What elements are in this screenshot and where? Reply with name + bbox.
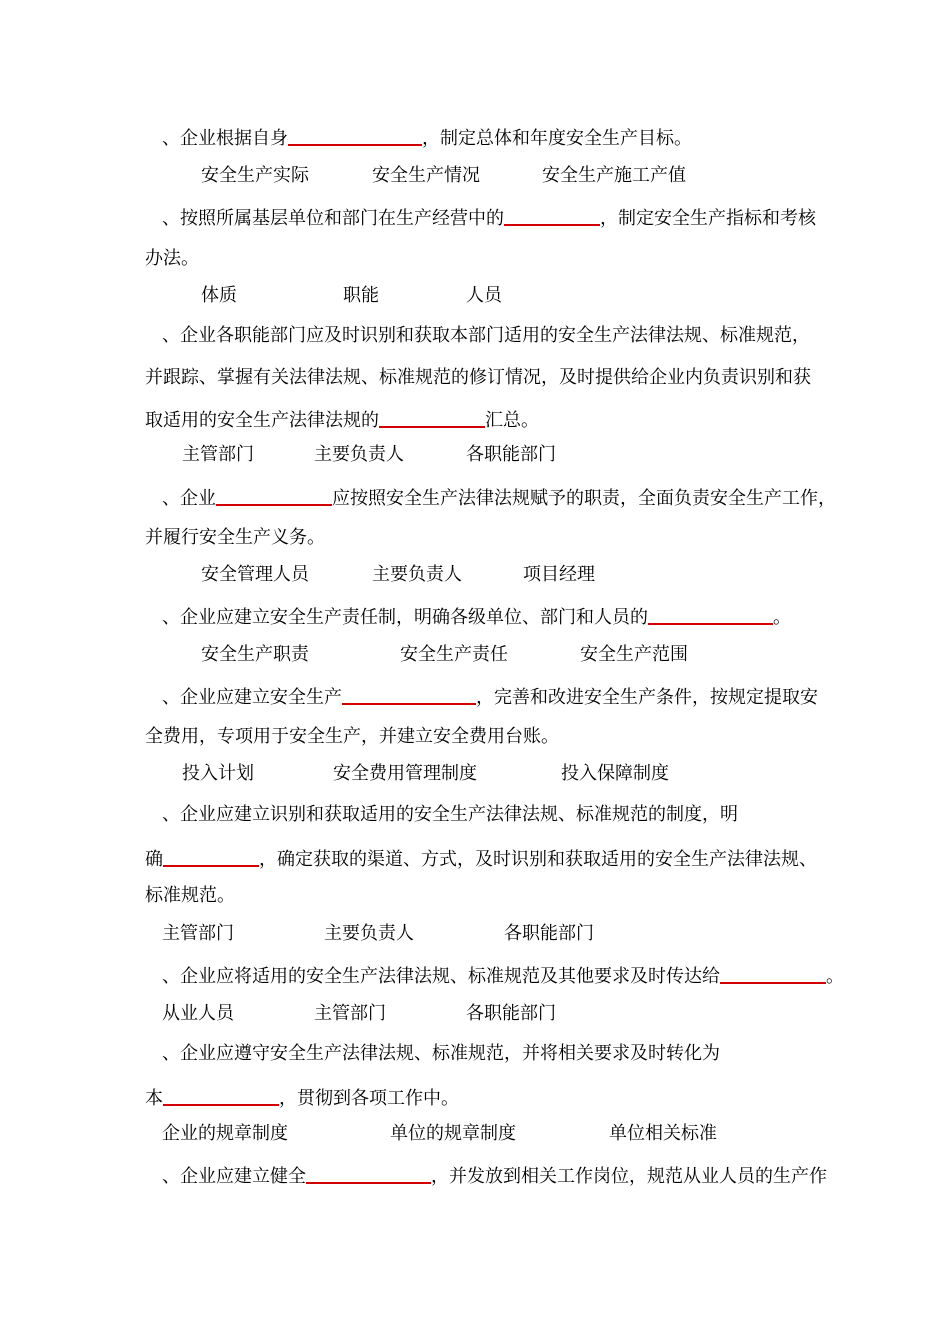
question-7-line-1: 、企业应建立识别和获取适用的安全生产法律法规、标准规范的制度，明 <box>162 804 738 825</box>
option: 投入计划 <box>182 763 254 784</box>
question-3-line-3: 取适用的安全生产法律法规的 汇总。 <box>145 406 539 433</box>
question-6-line-1: 、企业应建立安全生产 ，完善和改进安全生产条件，按规定提取安 <box>162 683 818 710</box>
question-4-line-2: 并履行安全生产义务。 <box>145 527 325 548</box>
option: 主管部门 <box>182 444 254 465</box>
option: 主管部门 <box>314 1003 386 1024</box>
answer-blank[interactable] <box>342 683 476 705</box>
option: 安全生产责任 <box>400 644 508 665</box>
question-3-line-2: 并跟踪、掌握有关法律法规、标准规范的修订情况，及时提供给企业内负责识别和获 <box>145 367 811 388</box>
question-7-line-2: 确 ，确定获取的渠道、方式，及时识别和获取适用的安全生产法律法规、 <box>145 845 817 872</box>
option: 项目经理 <box>523 564 595 585</box>
option: 主要负责人 <box>324 923 414 944</box>
question-9-line-1: 、企业应遵守安全生产法律法规、标准规范，并将相关要求及时转化为 <box>162 1043 720 1064</box>
option: 主要负责人 <box>314 444 404 465</box>
question-3-line-1: 、企业各职能部门应及时识别和获取本部门适用的安全生产法律法规、标准规范， <box>162 325 810 346</box>
option: 体质 <box>201 285 237 306</box>
option: 安全生产实际 <box>201 165 309 186</box>
option: 安全生产情况 <box>372 165 480 186</box>
answer-blank[interactable] <box>216 484 332 506</box>
option: 职能 <box>343 285 379 306</box>
question-5-line-1: 、企业应建立安全生产责任制，明确各级单位、部门和人员的 。 <box>162 603 791 630</box>
answer-blank[interactable] <box>720 962 826 984</box>
option: 安全生产施工产值 <box>542 165 686 186</box>
answer-blank[interactable] <box>163 1084 279 1106</box>
option: 单位的规章制度 <box>390 1123 516 1144</box>
answer-blank[interactable] <box>648 603 773 625</box>
option: 单位相关标准 <box>609 1123 717 1144</box>
question-8-line-1: 、企业应将适用的安全生产法律法规、标准规范及其他要求及时传达给 。 <box>162 962 844 989</box>
option: 安全管理人员 <box>201 564 309 585</box>
question-10-line-1: 、企业应建立健全 ，并发放到相关工作岗位，规范从业人员的生产作 <box>162 1162 827 1189</box>
option: 人员 <box>466 285 502 306</box>
question-7-line-3: 标准规范。 <box>145 885 235 906</box>
answer-blank[interactable] <box>504 204 600 226</box>
answer-blank[interactable] <box>163 845 259 867</box>
option: 从业人员 <box>162 1003 234 1024</box>
question-2-line-1: 、按照所属基层单位和部门在生产经营中的 ，制定安全生产指标和考核 <box>162 204 816 231</box>
question-9-line-2: 本 ，贯彻到各项工作中。 <box>145 1084 459 1111</box>
option: 各职能部门 <box>466 1003 556 1024</box>
option: 各职能部门 <box>466 444 556 465</box>
option: 安全生产范围 <box>580 644 688 665</box>
answer-blank[interactable] <box>379 406 485 428</box>
option: 主管部门 <box>162 923 234 944</box>
option: 安全生产职责 <box>201 644 309 665</box>
question-6-line-2: 全费用，专项用于安全生产，并建立安全费用台账。 <box>145 726 559 747</box>
option: 投入保障制度 <box>561 763 669 784</box>
answer-blank[interactable] <box>306 1162 431 1184</box>
option: 主要负责人 <box>372 564 462 585</box>
question-4-line-1: 、企业 应按照安全生产法律法规赋予的职责，全面负责安全生产工作， <box>162 484 836 511</box>
option: 各职能部门 <box>504 923 594 944</box>
answer-blank[interactable] <box>288 124 422 146</box>
option: 企业的规章制度 <box>162 1123 288 1144</box>
question-2-line-2: 办法。 <box>145 248 199 269</box>
option: 安全费用管理制度 <box>333 763 477 784</box>
question-1-line-1: 、企业根据自身 ，制定总体和年度安全生产目标。 <box>162 124 692 151</box>
